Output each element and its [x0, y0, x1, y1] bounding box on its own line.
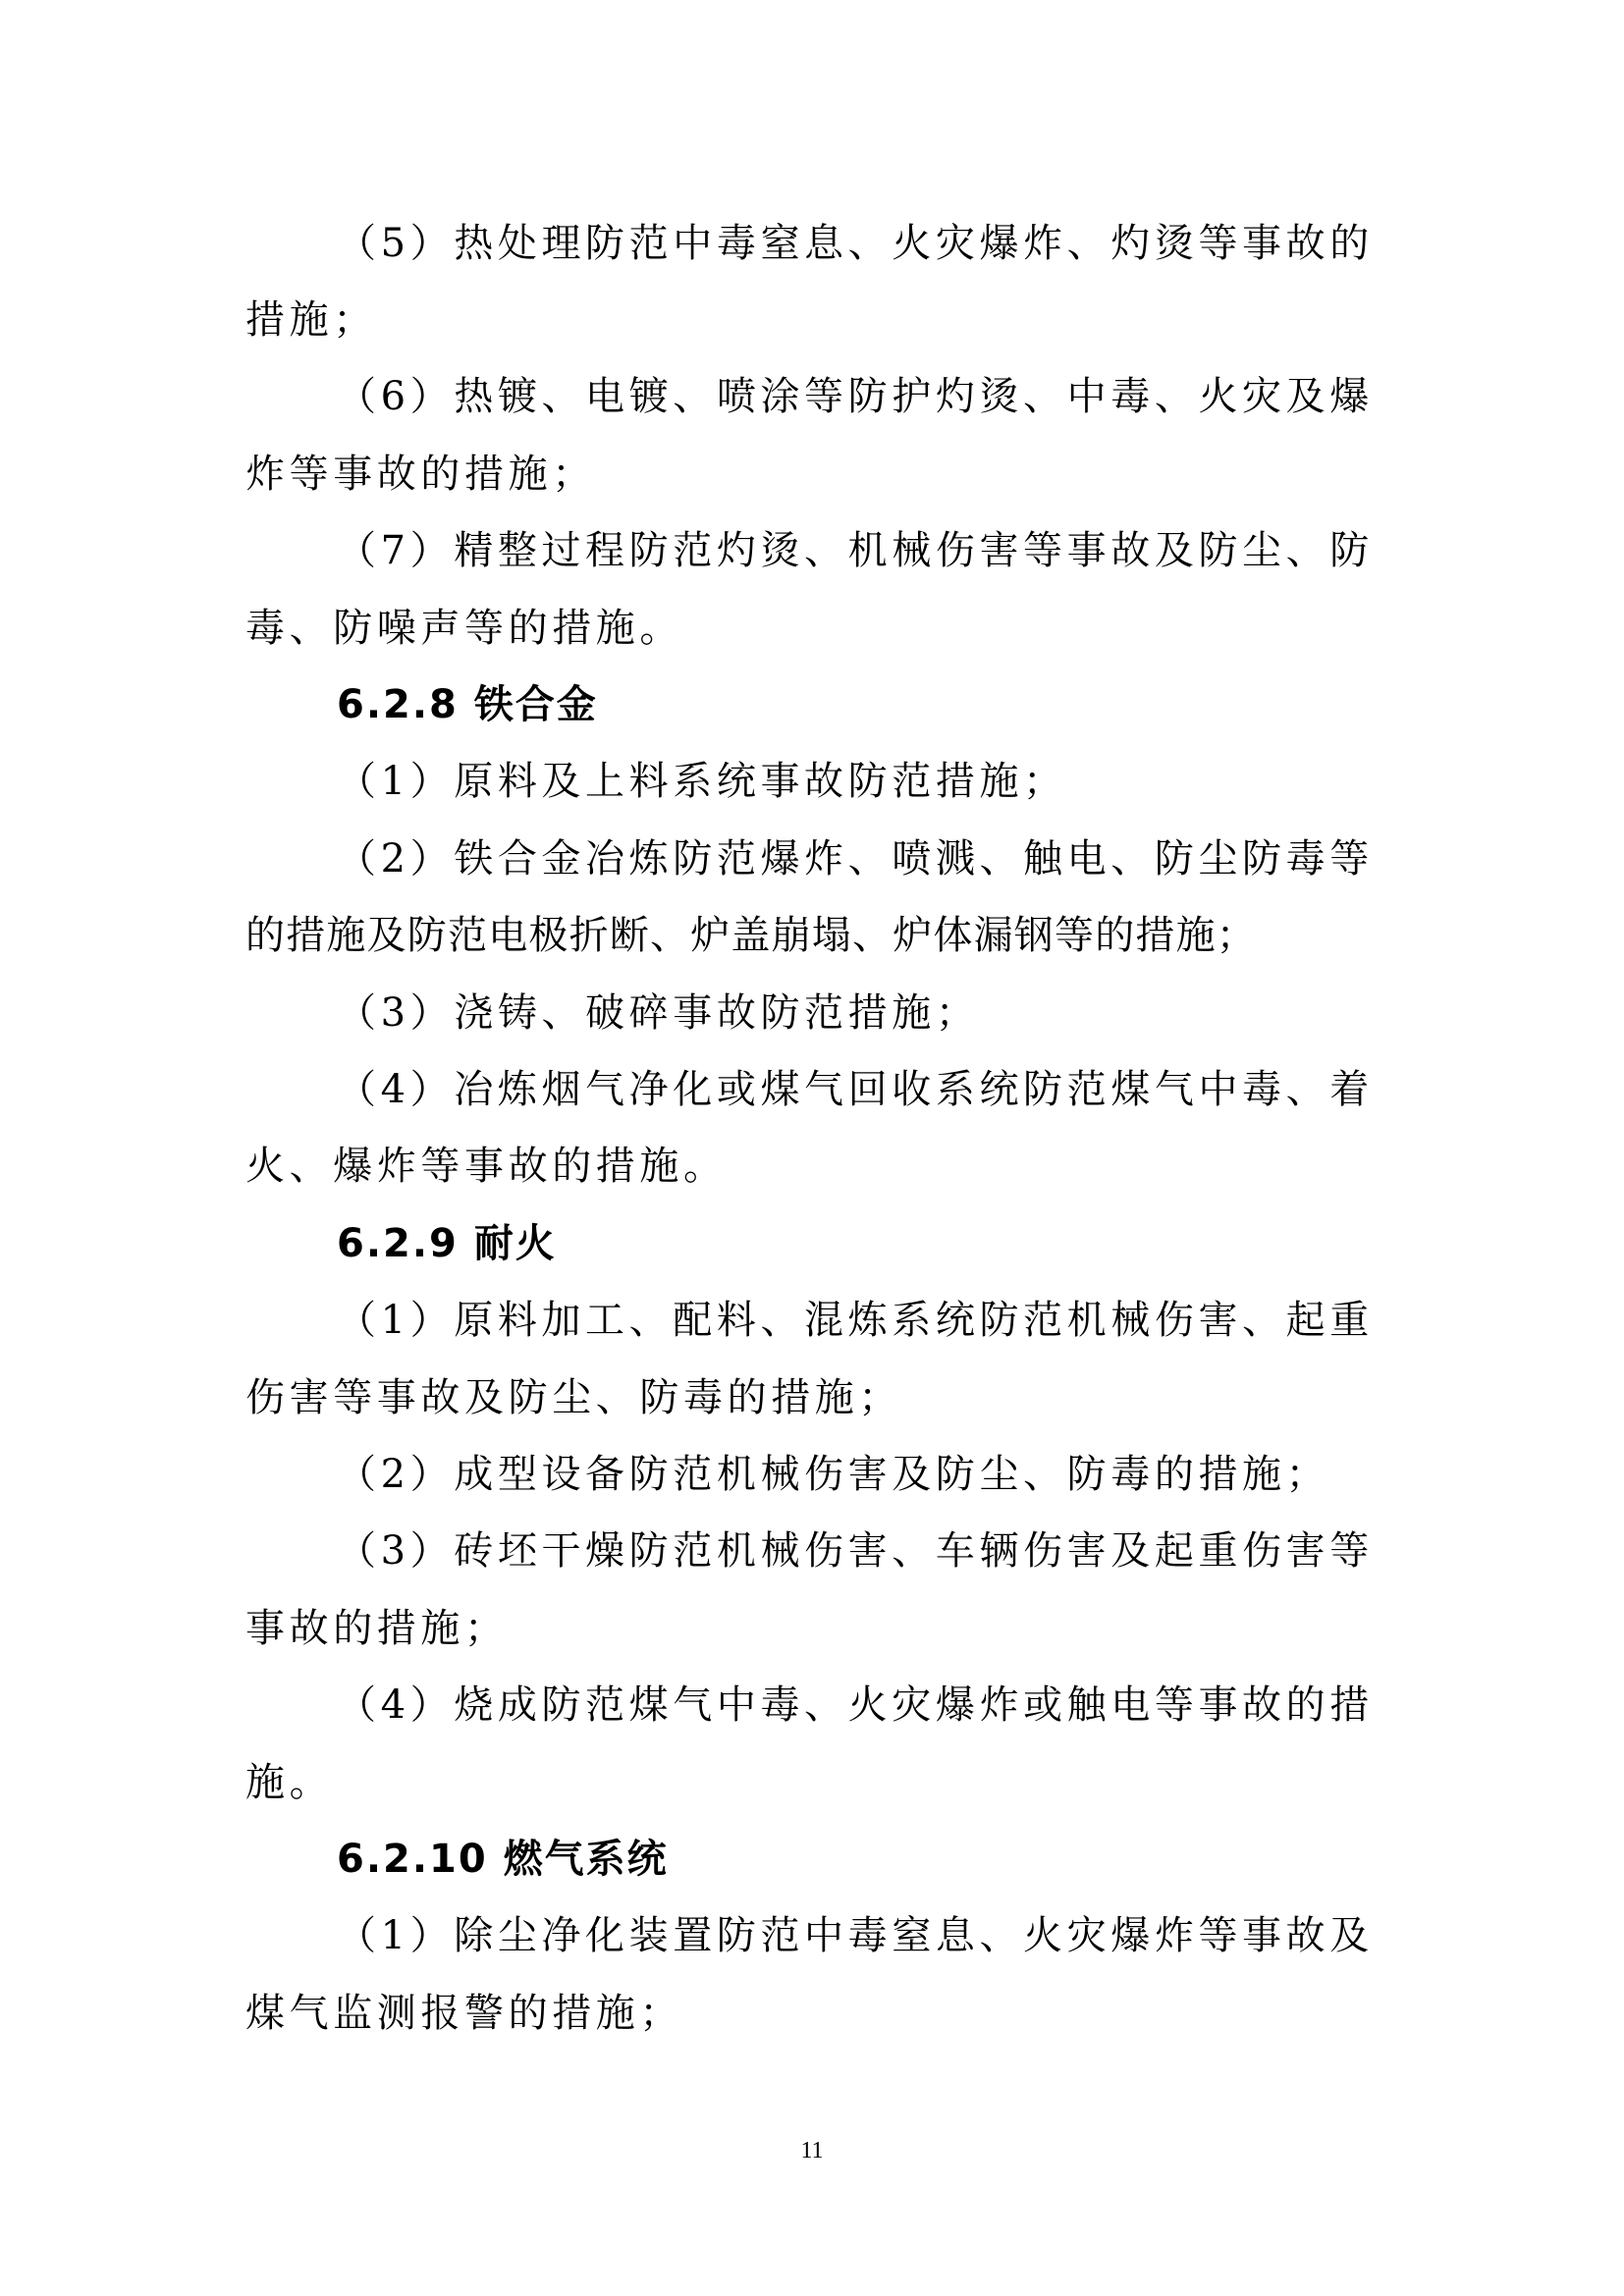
paragraph-line: 炸等事故的措施；	[245, 452, 596, 497]
paragraph-line: （4）冶炼烟气净化或煤气回收系统防范煤气中毒、着	[337, 1067, 1374, 1112]
paragraph-line: （1）原料及上料系统事故防范措施；	[337, 759, 1067, 804]
paragraph-line: （3）砖坯干燥防范机械伤害、车辆伤害及起重伤害等	[337, 1528, 1374, 1574]
paragraph-line: 毒、防噪声等的措施。	[245, 606, 683, 651]
paragraph-line: 火、爆炸等事故的措施。	[245, 1144, 728, 1189]
paragraph-line: （3）浇铸、破碎事故防范措施；	[337, 990, 980, 1036]
paragraph-line: （2）成型设备防范机械伤害及防尘、防毒的措施；	[337, 1452, 1330, 1497]
paragraph-line: 伤害等事故及防尘、防毒的措施；	[245, 1375, 902, 1420]
section-heading: 6.2.8 铁合金	[337, 682, 598, 727]
section-heading: 6.2.10 燃气系统	[337, 1837, 669, 1882]
paragraph-line: （5）热处理防范中毒窒息、火灾爆炸、灼烫等事故的	[337, 221, 1374, 266]
paragraph-line: 事故的措施；	[245, 1606, 509, 1651]
paragraph-line: 煤气监测报警的措施；	[245, 1991, 683, 2036]
paragraph-line: 的措施及防范电极折断、炉盖崩塌、炉体漏钢等的措施；	[245, 913, 1257, 958]
paragraph-line: （1）原料加工、配料、混炼系统防范机械伤害、起重	[337, 1298, 1374, 1343]
paragraph-line: （6）热镀、电镀、喷涂等防护灼烫、中毒、火灾及爆	[337, 374, 1374, 419]
page-number: 11	[800, 2138, 824, 2163]
paragraph-line: 措施；	[245, 297, 377, 343]
paragraph-line: （1）除尘净化装置防范中毒窒息、火灾爆炸等事故及	[337, 1913, 1374, 1958]
paragraph-line: 施。	[245, 1760, 334, 1805]
paragraph-line: （2）铁合金冶炼防范爆炸、喷溅、触电、防尘防毒等	[337, 836, 1374, 881]
paragraph-line: （4）烧成防范煤气中毒、火灾爆炸或触电等事故的措	[337, 1682, 1374, 1728]
paragraph-line: （7）精整过程防范灼烫、机械伤害等事故及防尘、防	[337, 528, 1374, 573]
section-heading: 6.2.9 耐火	[337, 1221, 557, 1266]
